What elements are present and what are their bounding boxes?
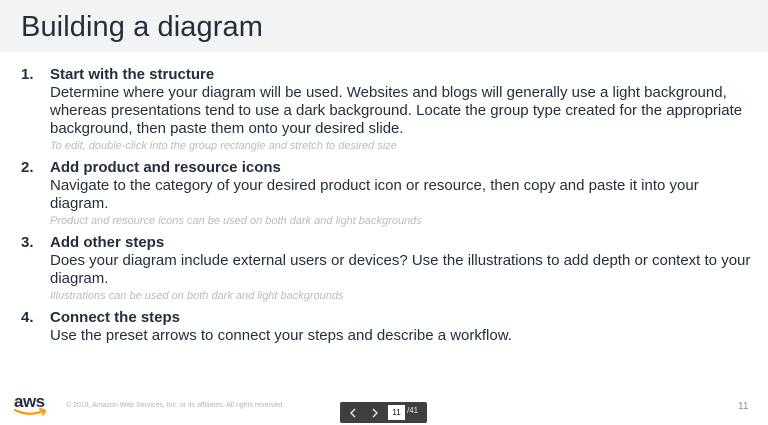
step-body: Use the preset arrows to connect your steps and describe a workflow. bbox=[50, 327, 512, 344]
step-title: Add product and resource icons bbox=[50, 159, 281, 176]
steps-list bbox=[18, 66, 758, 351]
total-pages-label: /41 bbox=[407, 406, 419, 415]
aws-logo bbox=[14, 392, 54, 418]
aws-smile-icon bbox=[14, 408, 48, 417]
step-number: 3. bbox=[21, 234, 34, 251]
slide-title: Building a diagram bbox=[21, 11, 263, 43]
step-item bbox=[18, 66, 758, 153]
step-item bbox=[18, 159, 758, 228]
step-title: Start with the structure bbox=[50, 66, 215, 83]
step-title: Connect the steps bbox=[50, 309, 181, 326]
slide-pager bbox=[340, 402, 427, 423]
step-body: Does your diagram include external users or devices? Use the illustrations to add depth or context to your diagram. bbox=[50, 252, 751, 287]
page-number-input[interactable] bbox=[388, 405, 405, 420]
chevron-right-icon bbox=[371, 408, 379, 418]
slide-page-number: 11 bbox=[738, 401, 749, 412]
step-body: Determine where your diagram will be used. Websites and blogs will generally use a light background, whereas presentations tend to use a dark background. Locate the group type created for the appropriate background, then paste them onto your desired slide. bbox=[50, 84, 743, 137]
step-title: Add other steps bbox=[50, 234, 165, 251]
aws-logo-text: aws bbox=[14, 392, 45, 411]
previous-slide-button[interactable] bbox=[342, 402, 364, 423]
copyright-text: © 2018, Amazon Web Services, Inc. or its affiliates. All rights reserved. bbox=[66, 402, 285, 409]
step-note: To edit, double-click into the group rectangle and stretch to desired size bbox=[50, 140, 397, 152]
step-note: Illustrations can be used on both dark and light backgrounds bbox=[50, 290, 344, 302]
step-number: 1. bbox=[21, 66, 34, 83]
next-slide-button[interactable] bbox=[364, 402, 386, 423]
step-number: 4. bbox=[21, 309, 34, 326]
step-item bbox=[18, 234, 758, 303]
step-note: Product and resource icons can be used on both dark and light backgrounds bbox=[50, 215, 422, 227]
step-body: Navigate to the category of your desired product icon or resource, then copy and paste it into your diagram. bbox=[50, 177, 699, 212]
step-item bbox=[18, 309, 758, 345]
chevron-left-icon bbox=[349, 408, 357, 418]
step-number: 2. bbox=[21, 159, 34, 176]
